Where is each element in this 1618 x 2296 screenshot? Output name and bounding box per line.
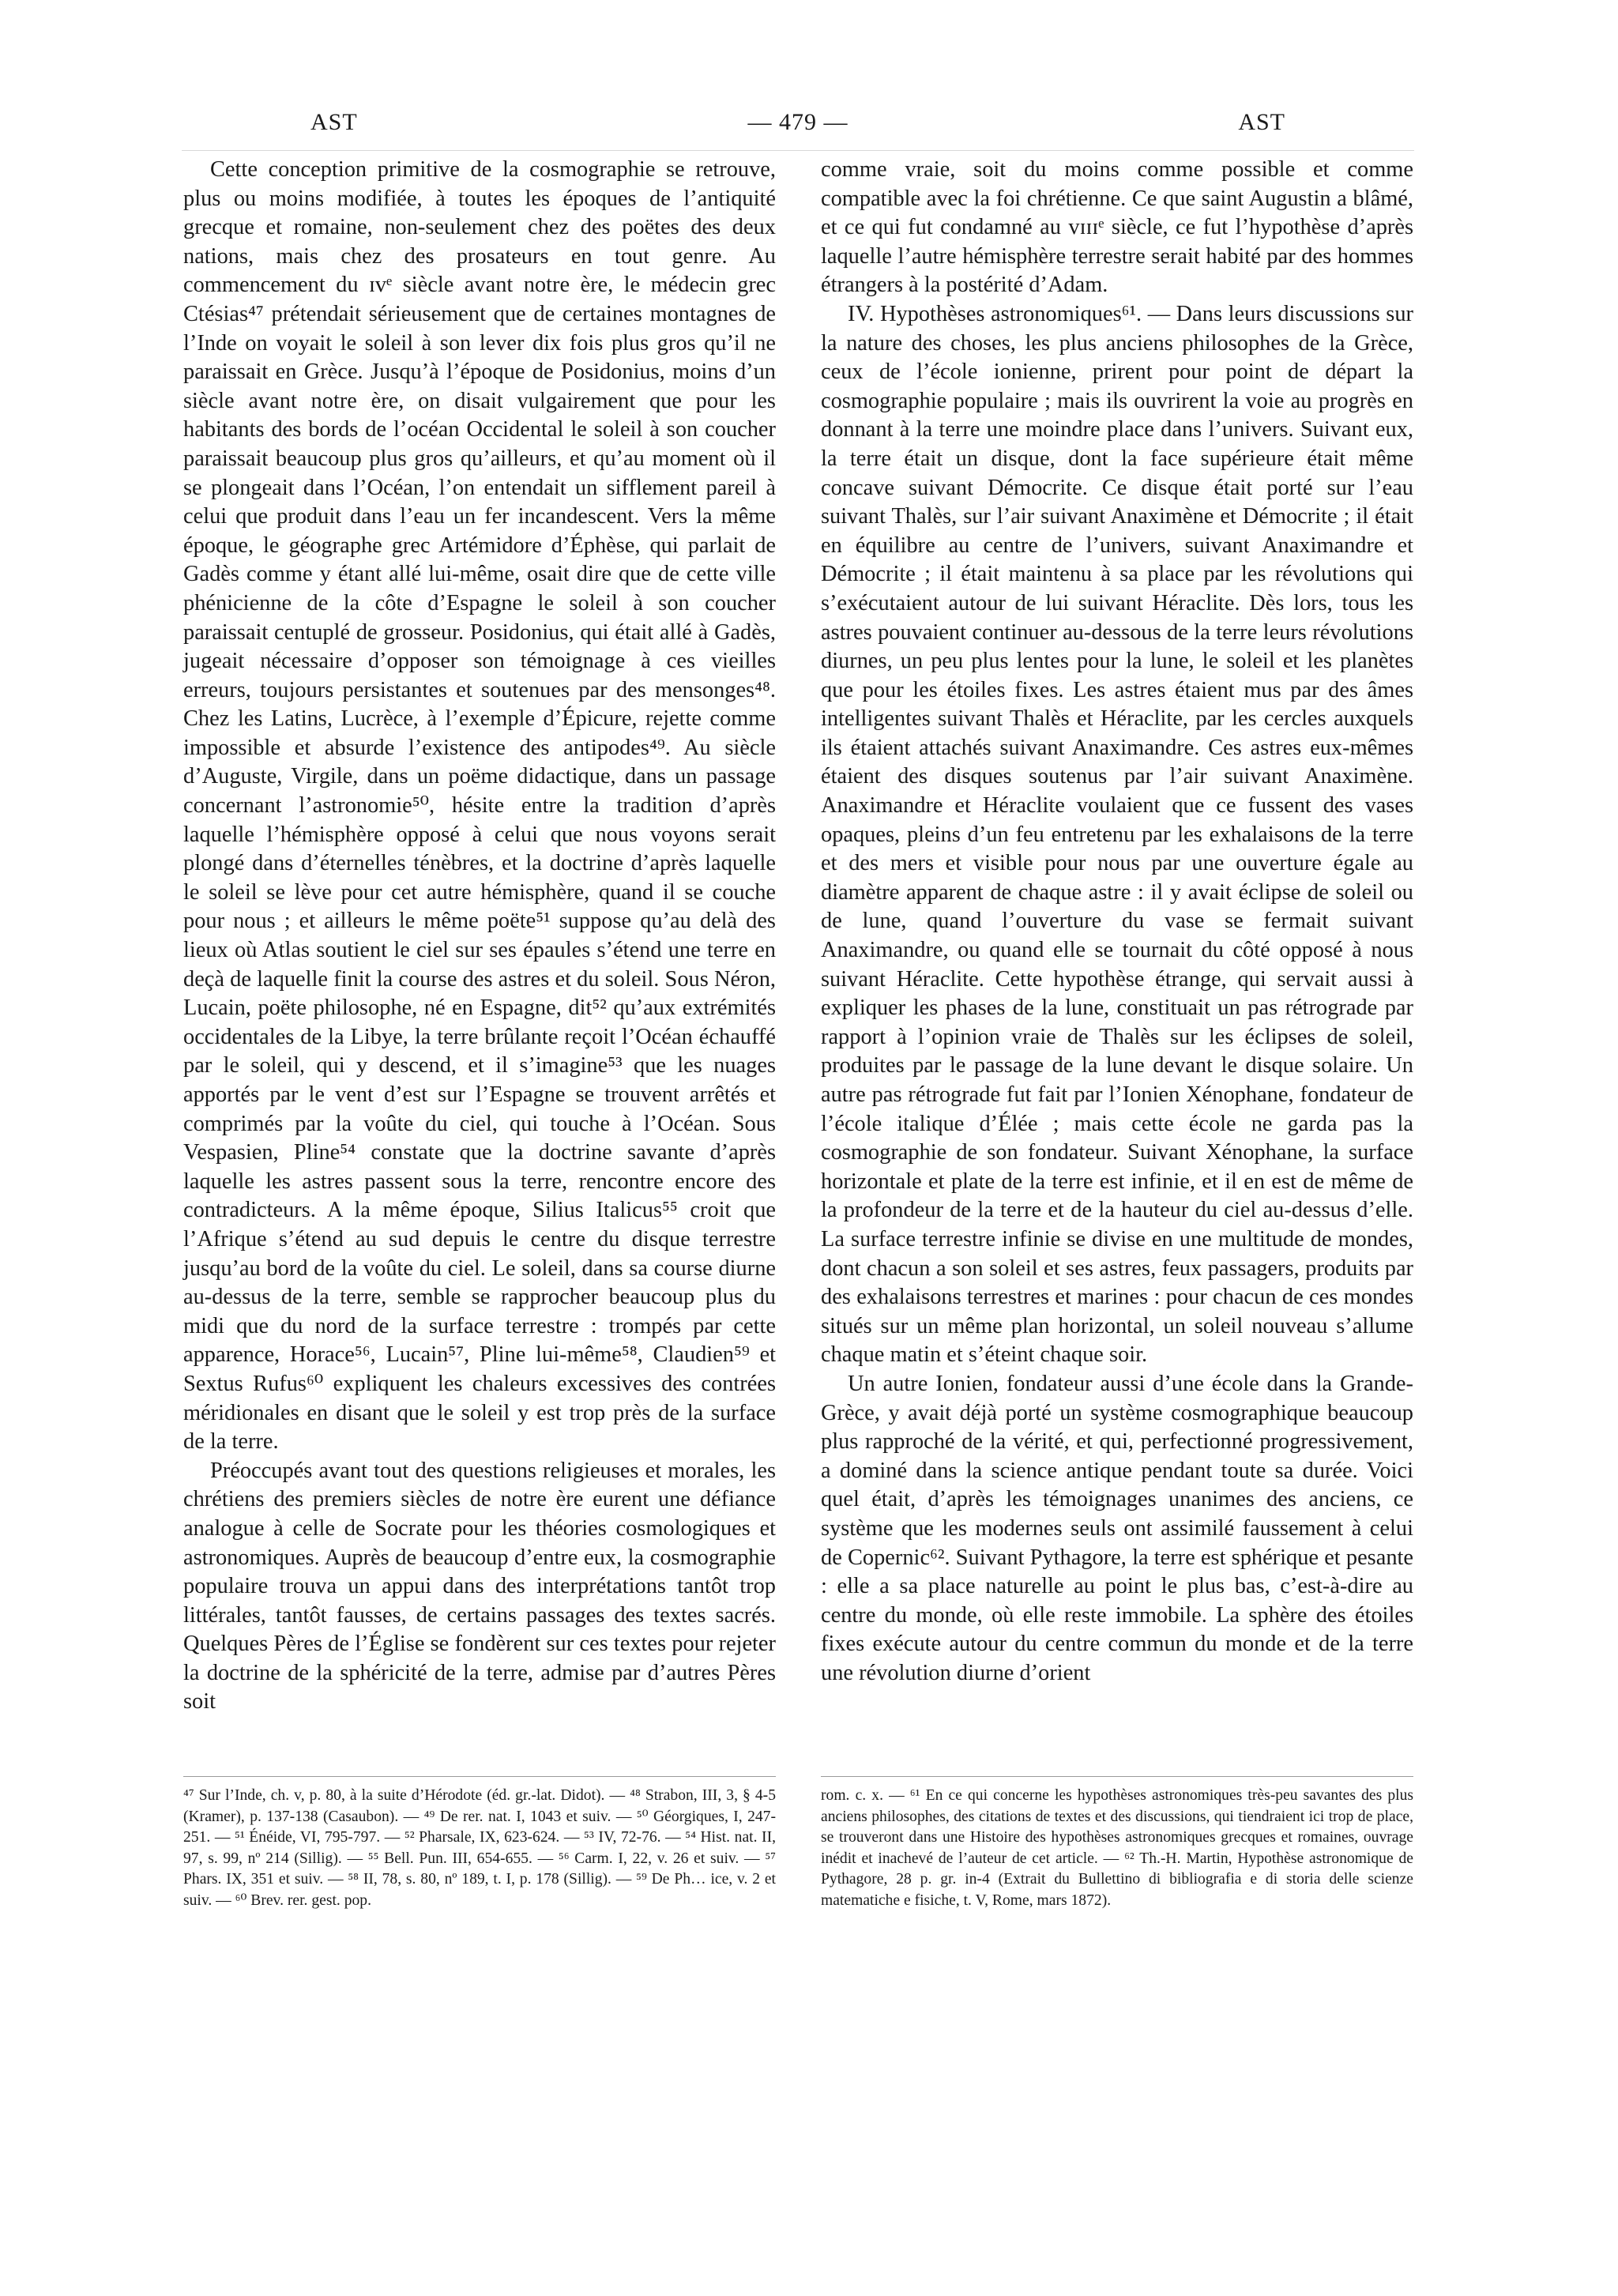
header-left-keyword: AST: [310, 109, 358, 135]
header-right-keyword: AST: [1238, 109, 1285, 135]
right-paragraph-3: Un autre Ionien, fondateur aussi d’une école dans la Grande-Grèce, y avait déjà porté un système cosmographique beaucoup plus rapproché de la vérité, et qui, perfectionné progressivement, a dominé dans la science antique pendant toute sa durée. Voici quel était, d’après les témoignages unanimes des anciens, ce système que les modernes seuls ont assimilé faussement à celui de Copernic⁶². Suivant Pythagore, la terre est sphérique et pesante : elle a sa place naturelle au point le plus bas, c’est-à-dire au centre du monde, où elle reste immobile. La sphère des étoiles fixes exécute autour du centre commun du monde et de la terre une révolution diurne d’orient: [821, 1371, 1413, 1685]
footnote-rule-right: [821, 1776, 1413, 1777]
footnotes-right: rom. c. x. — ⁶¹ En ce qui concerne les hypothèses astronomiques très-peu savantes des plus anciens philosophes, des citations de textes et des discussions, qui tiendraient ici trop de place, se trouveront dans une Histoire des hypothèses astronomiques grecques et romaines, ouvrage inédit et inachevé de l’auteur de cet article. — ⁶² Th.-H. Martin, Hypothèse astronomique de Pythagore, 28 p. gr. in-4 (Extrait du Bullettino di bibliografia e di storia delle scienze matematiche e fisiche, t. V, Rome, mars 1872).: [821, 1787, 1413, 1909]
left-paragraph-1: Cette conception primitive de la cosmographie se retrouve, plus ou moins modifiée, à toutes les époques de l’antiquité grecque et romaine, non-seulement chez des poëtes des deux nations, mais chez des prosateurs en tout genre. Au commencement du ɪvᵉ siècle avant notre ère, le médecin grec Ctésias⁴⁷ prétendait sérieusement que de certaines montagnes de l’Inde on voyait le soleil à son lever dix fois plus gros qu’il ne paraissait en Grèce. Jusqu’à l’époque de Posidonius, moins d’un siècle avant notre ère, on disait vulgairement que pour les habitants des bords de l’océan Occidental le soleil à son coucher paraissait beaucoup plus gros qu’ailleurs, et qu’au moment où il se plongeait dans l’Océan, l’on entendait un sifflement pareil à celui que produit dans l’eau un fer incandescent. Vers la même époque, le géographe grec Artémidore d’Éphèse, qui parlait de Gadès comme y étant allé lui-même, osait dire que de cette ville phénicienne de la côte d’Espagne le soleil à son coucher paraissait centuplé de grosseur. Posidonius, qui était allé à Gadès, jugeait nécessaire d’opposer son témoignage à ces vieilles erreurs, toujours persistantes et soutenues par des mensonges⁴⁸. Chez les Latins, Lucrèce, à l’exemple d’Épicure, rejette comme impossible et absurde l’existence des antipodes⁴⁹. Au siècle d’Auguste, Virgile, dans un poëme didactique, dans un passage concernant l’astronomie⁵⁰, hésite entre la tradition d’après laquelle l’hémisphère opposé à celui que nous voyons serait plongé dans d’éternelles ténèbres, et la doctrine d’après laquelle le soleil se lève pour cet autre hémisphère, quand il se couche pour nous ; et ailleurs le même poëte⁵¹ suppose qu’au delà des lieux où Atlas soutient le ciel sur ses épaules s’étend une terre en deçà de laquelle finit la course des astres et du soleil. Sous Néron, Lucain, poëte philosophe, né en Espagne, dit⁵² qu’aux extrémités occidentales de la Libye, la terre brûlante reçoit l’Océan échauffé par le soleil, qui y descend, et il s’imagine⁵³ que les nuages apportés par le vent d’est sur l’Espagne se trouvent arrêtés et comprimés par la voûte du ciel, qui touche à l’Océan. Sous Vespasien, Pline⁵⁴ constate que la doctrine savante d’après laquelle les astres passent sous la terre, rencontre encore des contradicteurs. A la même époque, Silius Italicus⁵⁵ croit que l’Afrique s’étend au sud depuis le centre du disque terrestre jusqu’au bord de la voûte du ciel. Le soleil, dans sa course diurne au-dessus de la terre, semble se rapprocher beaucoup plus du midi que du nord de la surface terrestre : trompés par cette apparence, Horace⁵⁶, Lucain⁵⁷, Pline lui-même⁵⁸, Claudien⁵⁹ et Sextus Rufus⁶⁰ expliquent les chaleurs excessives des contrées méridionales en disant que le soleil y est trop près de la surface de la terre.: [183, 157, 776, 1455]
header-rule: [182, 150, 1414, 151]
left-paragraph-2: Préoccupés avant tout des questions religieuses et morales, les chrétiens des premiers siècles de notre ère eurent une défiance analogue à celle de Socrate pour les théories cosmologiques et astronomiques. Auprès de beaucoup d’entre eux, la cosmographie populaire trouva un appui dans des interprétations tantôt trop littérales, tantôt fausses, de certains passages des textes sacrés. Quelques Pères de l’Église se fondèrent sur ces textes pour rejeter la doctrine de la sphéricité de la terre, admise par d’autres Pères soit: [183, 1458, 776, 1714]
left-column: [183, 156, 776, 1717]
right-column: [821, 156, 1413, 1688]
right-paragraph-1: comme vraie, soit du moins comme possible et comme compatible avec la foi chrétienne. Ce que saint Augustin a blâmé, et ce qui fut condamné au ᴠɪɪɪᵉ siècle, ce fut l’hypothèse d’après laquelle l’autre hémisphère terrestre serait habité par des hommes étrangers à la postérité d’Adam.: [821, 157, 1413, 298]
running-header: [182, 109, 1414, 145]
right-paragraph-2: IV. Hypothèses astronomiques⁶¹. — Dans leurs discussions sur la nature des choses, les plus anciens philosophes de la Grèce, ceux de l’école ionienne, prirent pour point de départ la cosmographie populaire ; mais ils ouvrirent la voie au progrès en donnant à la terre une moindre place dans l’univers. Suivant eux, la terre était un disque, dont la face supérieure était même concave suivant Démocrite. Ce disque était porté sur l’eau suivant Thalès, sur l’air suivant Anaximène et Démocrite ; il était en équilibre au centre de l’univers, suivant Anaximandre et Démocrite ; il était maintenu à sa place par les révolutions qui s’exécutaient autour de lui suivant Héraclite. Dès lors, tous les astres pouvaient continuer au-dessous de la terre leurs révolutions diurnes, un peu plus lentes pour la lune, le soleil et les planètes que pour les étoiles fixes. Les astres étaient mus par des âmes intelligentes suivant Thalès et Héraclite, par les cercles auxquels ils étaient attachés suivant Anaximandre. Ces astres eux-mêmes étaient des disques soutenus par l’air suivant Anaximène. Anaximandre et Héraclite voulaient que ce fussent des vases opaques, pleins d’un feu entretenu par les exhalaisons de la terre et des mers et visible pour nous par une ouverture égale au diamètre apparent de chaque astre : il y avait éclipse de soleil ou de lune, quand l’ouverture du vase se fermait suivant Anaximandre, ou quand elle se tournait du côté opposé à nous suivant Héraclite. Cette hypothèse étrange, qui servait aussi à expliquer les phases de la lune, constituait un pas rétrograde par rapport à l’opinion vraie de Thalès sur les éclipses de soleil, produites par le passage de la lune devant le disque solaire. Un autre pas rétrograde fut fait par l’Ionien Xénophane, fondateur de l’école italique d’Élée ; mais cette école ne garda pas la cosmographie de son fondateur. Suivant Xénophane, la surface horizontale et plate de la terre est infinie, et il en est de même de la profondeur de la terre et de la hauteur du ciel au-dessus d’elle. La surface terrestre infinie se divise en une multitude de mondes, dont chacun a son soleil et ses astres, feux passagers, produits par des exhalaisons terrestres et marines : pour chacun de ces mondes situés sur un même plan horizontal, un soleil nouveau s’allume chaque matin et s’éteint chaque soir.: [821, 301, 1413, 1368]
page-number: — 479 —: [747, 109, 849, 135]
footnote-rule-left: [183, 1776, 776, 1777]
footnotes-left: ⁴⁷ Sur l’Inde, ch. v, p. 80, à la suite d’Hérodote (éd. gr.-lat. Didot). — ⁴⁸ Strabon, III, 3, § 4-5 (Kramer), p. 137-138 (Casaubon). — ⁴⁹ De rer. nat. I, 1043 et suiv. — ⁵⁰ Géorgiques, I, 247-251. — ⁵¹ Énéide, VI, 795-797. — ⁵² Pharsale, IX, 623-624. — ⁵³ IV, 72-76. — ⁵⁴ Hist. nat. II, 97, s. 99, nº 214 (Sillig). — ⁵⁵ Bell. Pun. III, 654-655. — ⁵⁶ Carm. I, 22, v. 26 et suiv. — ⁵⁷ Phars. IX, 351 et suiv. — ⁵⁸ II, 78, s. 80, nº 189, t. I, p. 178 (Sillig). — ⁵⁹ De Ph… ice, v. 2 et suiv. — ⁶⁰ Brev. rer. gest. pop.: [183, 1787, 776, 1909]
